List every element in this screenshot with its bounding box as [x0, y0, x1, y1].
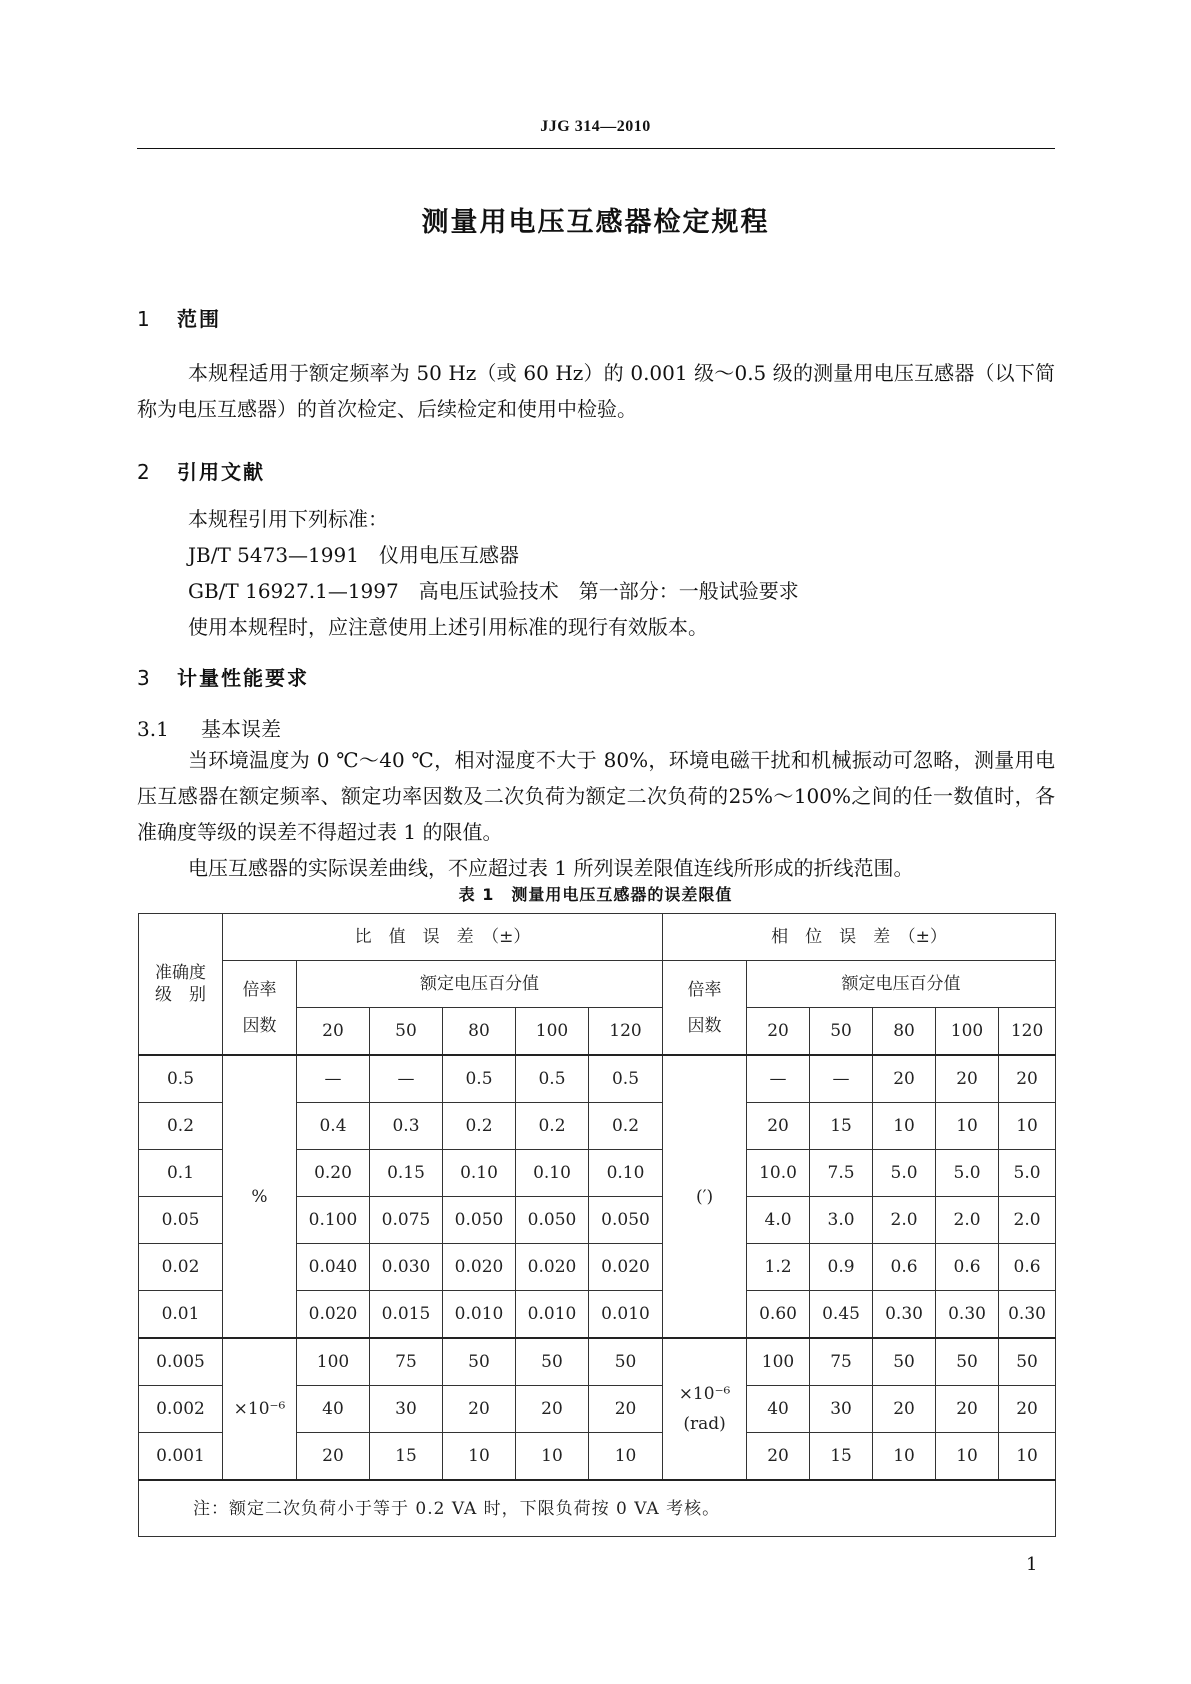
- phase-cell: 0.30: [873, 1291, 936, 1339]
- phase-cell: 50: [936, 1338, 999, 1386]
- section-3-paragraph-2: 电压互感器的实际误差曲线，不应超过表 1 所列误差限值连线所形成的折线范围。: [188, 856, 914, 880]
- ratio-cell: 50: [443, 1338, 516, 1386]
- error-limit-table: [138, 913, 1056, 1537]
- ratio-percent-20: 20: [297, 1008, 370, 1056]
- phase-cell: 2.0: [873, 1197, 936, 1244]
- document-title: 测量用电压互感器检定规程: [421, 207, 770, 238]
- phase-cell: 0.6: [936, 1244, 999, 1291]
- section-number: 1: [137, 307, 152, 331]
- table-row: [139, 1338, 1056, 1386]
- ratio-cell: 100: [297, 1338, 370, 1386]
- section-number: 3: [137, 666, 152, 690]
- phase-cell: 50: [999, 1338, 1056, 1386]
- phase-cell: 0.9: [810, 1244, 873, 1291]
- page-number: 1: [1026, 1554, 1038, 1575]
- phase-percent-50: 50: [810, 1008, 873, 1056]
- ratio-cell: 75: [370, 1338, 443, 1386]
- header-phase-percent: 额定电压百分值: [747, 961, 1056, 1008]
- ratio-cell: 0.075: [370, 1197, 443, 1244]
- ratio-cell: 0.050: [516, 1197, 589, 1244]
- ratio-cell: 20: [589, 1386, 663, 1433]
- ratio-cell: 0.010: [516, 1291, 589, 1339]
- phase-cell: 15: [810, 1433, 873, 1481]
- phase-cell: 10: [936, 1433, 999, 1481]
- ratio-cell: 0.2: [589, 1103, 663, 1150]
- ratio-cell: 10: [589, 1433, 663, 1481]
- table-row: [139, 1055, 1056, 1103]
- phase-cell: 10: [999, 1433, 1056, 1481]
- phase-cell: 10: [999, 1103, 1056, 1150]
- ratio-cell: —: [370, 1055, 443, 1103]
- accuracy-class-cell: 0.005: [139, 1338, 223, 1386]
- accuracy-class-cell: 0.2: [139, 1103, 223, 1150]
- reference-gbt: GB/T 16927.1—1997 高电压试验技术 第一部分：一般试验要求: [188, 579, 799, 603]
- phase-cell: 1.2: [747, 1244, 810, 1291]
- phase-percent-120: 120: [999, 1008, 1056, 1056]
- ratio-cell: 0.20: [297, 1150, 370, 1197]
- ratio-cell: 40: [297, 1386, 370, 1433]
- ratio-cell: 0.020: [443, 1244, 516, 1291]
- ratio-cell: 0.2: [516, 1103, 589, 1150]
- section-title: 引用文献: [177, 460, 265, 484]
- ratio-unit-ppm: ×10⁻⁶: [223, 1338, 297, 1480]
- phase-percent-20: 20: [747, 1008, 810, 1056]
- phase-cell: 5.0: [999, 1150, 1056, 1197]
- section-3-paragraph-1: 当环境温度为 0 ℃～40 ℃，相对湿度不大于 80%，环境电磁干扰和机械振动可忽略，测量用电压互感器在额定频率、额定功率因数及二次负荷为额定二次负荷的25%～100%之间的任一数值时，各准确度等级的误差不得超过表 1 的限值。: [137, 748, 1055, 844]
- ratio-cell: 20: [297, 1433, 370, 1481]
- ratio-cell: 0.020: [516, 1244, 589, 1291]
- phase-percent-80: 80: [873, 1008, 936, 1056]
- phase-cell: 0.45: [810, 1291, 873, 1339]
- section-1-heading: [137, 303, 221, 332]
- phase-unit-rad: ×10⁻⁶ (rad): [663, 1338, 747, 1480]
- section-title: 计量性能要求: [177, 666, 309, 690]
- phase-cell: 40: [747, 1386, 810, 1433]
- accuracy-class-cell: 0.01: [139, 1291, 223, 1339]
- phase-cell: 10: [936, 1103, 999, 1150]
- phase-cell: 20: [873, 1386, 936, 1433]
- phase-percent-100: 100: [936, 1008, 999, 1056]
- ratio-percent-80: 80: [443, 1008, 516, 1056]
- phase-cell: —: [747, 1055, 810, 1103]
- ratio-cell: 15: [370, 1433, 443, 1481]
- subsection-title: 基本误差: [201, 717, 281, 741]
- ratio-cell: 0.010: [589, 1291, 663, 1339]
- ratio-cell: 0.020: [589, 1244, 663, 1291]
- ratio-cell: 0.4: [297, 1103, 370, 1150]
- section-1-body: 本规程适用于额定频率为 50 Hz（或 60 Hz）的 0.001 级～0.5 级的测量用电压互感器（以下简称为电压互感器）的首次检定、后续检定和使用中检验。: [137, 361, 1055, 421]
- ratio-cell: 50: [589, 1338, 663, 1386]
- table-caption: 表 1 测量用电压互感器的误差限值: [458, 885, 733, 904]
- phase-cell: 4.0: [747, 1197, 810, 1244]
- section-title: 范围: [177, 307, 221, 331]
- ratio-cell: 0.15: [370, 1150, 443, 1197]
- phase-cell: 10: [873, 1103, 936, 1150]
- phase-cell: 7.5: [810, 1150, 873, 1197]
- phase-cell: 75: [810, 1338, 873, 1386]
- phase-cell: 20: [936, 1055, 999, 1103]
- phase-cell: 0.30: [999, 1291, 1056, 1339]
- ratio-cell: 0.10: [443, 1150, 516, 1197]
- ratio-cell: 0.5: [516, 1055, 589, 1103]
- ratio-cell: 10: [516, 1433, 589, 1481]
- ratio-cell: 0.10: [589, 1150, 663, 1197]
- header-rule: [137, 148, 1055, 149]
- ratio-cell: 20: [443, 1386, 516, 1433]
- phase-cell: 0.6: [999, 1244, 1056, 1291]
- accuracy-class-cell: 0.001: [139, 1433, 223, 1481]
- subsection-number: 3.1: [137, 717, 169, 741]
- accuracy-class-cell: 0.5: [139, 1055, 223, 1103]
- header-phase-multiplier: 倍率 因数: [663, 961, 747, 1056]
- phase-cell: 30: [810, 1386, 873, 1433]
- phase-cell: 10.0: [747, 1150, 810, 1197]
- section-3-heading: [137, 662, 309, 691]
- ratio-cell: 50: [516, 1338, 589, 1386]
- accuracy-class-cell: 0.02: [139, 1244, 223, 1291]
- phase-cell: 0.60: [747, 1291, 810, 1339]
- ratio-cell: 0.2: [443, 1103, 516, 1150]
- ratio-percent-50: 50: [370, 1008, 443, 1056]
- ratio-cell: 0.050: [443, 1197, 516, 1244]
- accuracy-class-cell: 0.002: [139, 1386, 223, 1433]
- subsection-3-1-heading: [137, 713, 281, 742]
- reference-note: 使用本规程时，应注意使用上述引用标准的现行有效版本。: [188, 615, 708, 639]
- phase-cell: 5.0: [873, 1150, 936, 1197]
- header-ratio-percent: 额定电压百分值: [297, 961, 663, 1008]
- ratio-cell: 0.10: [516, 1150, 589, 1197]
- ratio-percent-100: 100: [516, 1008, 589, 1056]
- header-code: JJG 314—2010: [540, 118, 651, 135]
- phase-cell: 20: [999, 1386, 1056, 1433]
- ratio-cell: 0.5: [589, 1055, 663, 1103]
- phase-cell: —: [810, 1055, 873, 1103]
- reference-jbt: JB/T 5473—1991 仪用电压互感器: [188, 543, 519, 567]
- table-note: 注：额定二次负荷小于等于 0.2 VA 时，下限负荷按 0 VA 考核。: [139, 1480, 1056, 1537]
- header-ratio-error: 比 值 误 差 （±）: [223, 914, 663, 961]
- ratio-unit-percent: %: [223, 1055, 297, 1338]
- phase-cell: 0.6: [873, 1244, 936, 1291]
- ratio-cell: 20: [516, 1386, 589, 1433]
- phase-unit-minutes: (′): [663, 1055, 747, 1338]
- phase-cell: 20: [873, 1055, 936, 1103]
- ratio-cell: —: [297, 1055, 370, 1103]
- accuracy-class-cell: 0.1: [139, 1150, 223, 1197]
- ratio-cell: 0.010: [443, 1291, 516, 1339]
- header-phase-error: 相 位 误 差 （±）: [663, 914, 1056, 961]
- ratio-cell: 0.020: [297, 1291, 370, 1339]
- phase-cell: 5.0: [936, 1150, 999, 1197]
- ratio-cell: 0.040: [297, 1244, 370, 1291]
- ratio-percent-120: 120: [589, 1008, 663, 1056]
- ratio-cell: 30: [370, 1386, 443, 1433]
- phase-cell: 3.0: [810, 1197, 873, 1244]
- phase-cell: 2.0: [936, 1197, 999, 1244]
- accuracy-class-cell: 0.05: [139, 1197, 223, 1244]
- phase-cell: 15: [810, 1103, 873, 1150]
- phase-cell: 20: [747, 1103, 810, 1150]
- ratio-cell: 0.100: [297, 1197, 370, 1244]
- header-accuracy-class: 准确度 级 别: [139, 914, 223, 1056]
- header-ratio-multiplier: 倍率 因数: [223, 961, 297, 1056]
- section-number: 2: [137, 460, 152, 484]
- ratio-cell: 0.030: [370, 1244, 443, 1291]
- phase-cell: 50: [873, 1338, 936, 1386]
- phase-cell: 2.0: [999, 1197, 1056, 1244]
- ratio-cell: 0.015: [370, 1291, 443, 1339]
- phase-cell: 20: [747, 1433, 810, 1481]
- ratio-cell: 0.3: [370, 1103, 443, 1150]
- reference-intro: 本规程引用下列标准：: [188, 507, 388, 531]
- section-2-heading: [137, 456, 265, 485]
- ratio-cell: 0.5: [443, 1055, 516, 1103]
- ratio-cell: 0.050: [589, 1197, 663, 1244]
- phase-cell: 10: [873, 1433, 936, 1481]
- phase-cell: 100: [747, 1338, 810, 1386]
- phase-cell: 20: [936, 1386, 999, 1433]
- phase-cell: 20: [999, 1055, 1056, 1103]
- phase-cell: 0.30: [936, 1291, 999, 1339]
- ratio-cell: 10: [443, 1433, 516, 1481]
